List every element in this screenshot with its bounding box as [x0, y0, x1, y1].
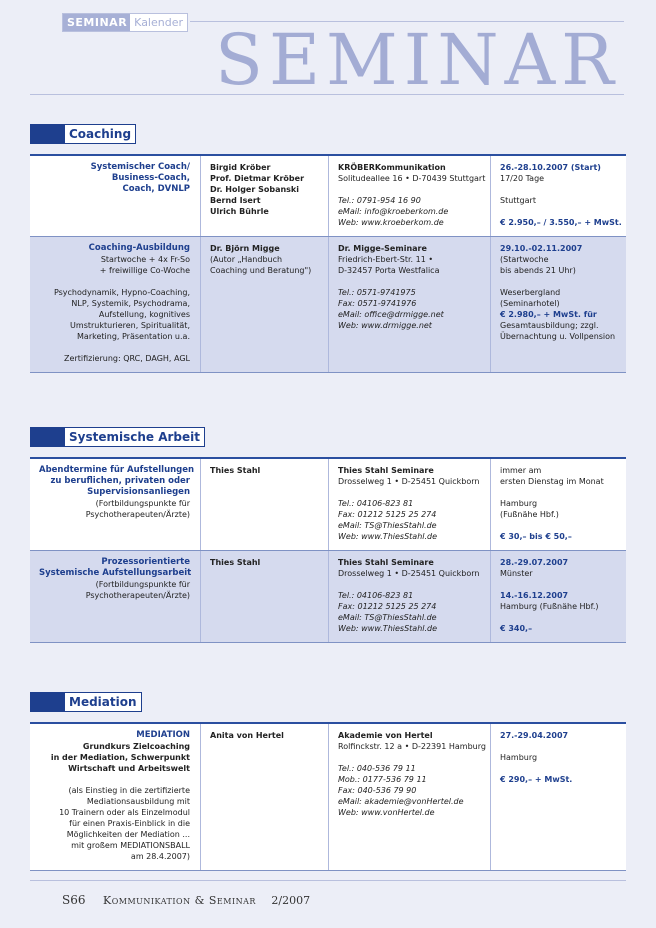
text-line: eMail: TS@ThiesStahl.de [338, 521, 437, 530]
provider-cell [328, 156, 490, 236]
section-title-label: Mediation [64, 692, 142, 712]
text-line: Thies Stahl [210, 466, 261, 475]
provider-cell [328, 459, 490, 550]
text-line: (als Einstieg in die zertifizierte [68, 786, 190, 795]
text-line: € 2.950,– / 3.550,– + MwSt. [500, 218, 622, 227]
text-line: Weserbergland [500, 288, 561, 297]
text-line: Thies Stahl [210, 558, 261, 567]
text-line: 28.-29.07.2007 [500, 558, 569, 567]
text-line: Startwoche + 4x Fr-So [100, 255, 190, 264]
text-line: Mediationsausbildung mit [86, 797, 190, 806]
header-rule-bottom [30, 94, 624, 95]
spacer [500, 741, 620, 752]
text-line: € 290,– + MwSt. [500, 775, 573, 784]
text-line: Psychotherapeuten/Ärzte) [85, 510, 190, 519]
text-line: Coaching und Beratung") [210, 266, 312, 275]
text-line: Fax: 0571-9741976 [338, 299, 417, 308]
provider-cell [328, 724, 490, 870]
footer-rule [30, 880, 626, 881]
spacer [500, 184, 620, 195]
spacer [500, 763, 620, 774]
text-line: Friedrich-Ebert-Str. 11 • [338, 255, 434, 264]
provider-cell [328, 237, 490, 372]
text-line: Prozessorientierte [101, 557, 190, 567]
text-line: immer am [500, 466, 542, 475]
text-line: (Seminarhotel) [500, 299, 560, 308]
header-tag-bold: SEMINAR [63, 14, 130, 31]
section-title [30, 124, 626, 144]
text-line: D-32457 Porta Westfalica [338, 266, 440, 275]
text-line: KRÖBERKommunikation [338, 163, 446, 172]
text-line: Aufstellung, kognitives [98, 310, 190, 319]
text-line: eMail: office@drmigge.net [338, 310, 444, 319]
trainer-cell [200, 459, 328, 550]
text-line: (Fortbildungspunkte für [95, 580, 190, 589]
seminar-row [30, 459, 626, 551]
section-marker [30, 124, 64, 144]
text-line: Tel.: 04106-823 81 [338, 499, 414, 508]
text-line: + freiwillige Co-Woche [99, 266, 190, 275]
text-line: Zertifizierung: QRC, DAGH, AGL [64, 354, 190, 363]
text-line: eMail: akademie@vonHertel.de [338, 797, 464, 806]
text-line: Dr. Holger Sobanski [210, 185, 299, 194]
seminar-row [30, 237, 626, 373]
text-line: Mob.: 0177-536 79 11 [338, 775, 427, 784]
text-line: Fax: 040-536 79 90 [338, 786, 417, 795]
issue-number: 2/2007 [271, 894, 311, 907]
text-line: Business-Coach, [111, 173, 190, 183]
date-price-cell [490, 459, 626, 550]
text-line: Birgid Kröber [210, 163, 271, 172]
spacer [500, 612, 620, 623]
text-line: € 340,– [500, 624, 533, 633]
spacer [338, 487, 484, 498]
text-line: Web: www.ThiesStahl.de [338, 624, 438, 633]
seminar-row [30, 551, 626, 643]
section-title [30, 427, 626, 447]
text-line: Grundkurs Zielcoaching [82, 742, 190, 751]
spacer [39, 774, 190, 785]
text-line: Rolfinckstr. 12 a • D-22391 Hamburg [338, 742, 486, 751]
text-line: 26.-28.10.2007 (Start) [500, 163, 601, 172]
seminar-title-cell [30, 459, 200, 550]
date-price-cell [490, 156, 626, 236]
text-line: Münster [500, 569, 533, 578]
spacer [338, 579, 484, 590]
spacer [500, 487, 620, 498]
text-line: Web: www.drmigge.net [338, 321, 432, 330]
trainer-cell [200, 237, 328, 372]
text-line: Psychodynamik, Hypno-Coaching, [53, 288, 190, 297]
spacer [39, 276, 190, 287]
spacer [338, 184, 484, 195]
text-line: Stuttgart [500, 196, 536, 205]
text-line: zu beruflichen, privaten oder [50, 476, 190, 486]
text-line: bis abends 21 Uhr) [500, 266, 576, 275]
text-line: Hamburg [500, 499, 538, 508]
section-systemische-arbeit [30, 427, 626, 643]
text-line: Solitudeallee 16 • D-70439 Stuttgart [338, 174, 486, 183]
text-line: MEDIATION [136, 730, 190, 740]
text-line: Gesamtausbildung; zzgl. [500, 321, 599, 330]
text-line: Umstrukturieren, Spiritualität, [70, 321, 190, 330]
text-line: Abendtermine für Aufstellungen [39, 465, 195, 475]
text-line: Drosselweg 1 • D-25451 Quickborn [338, 477, 480, 486]
text-line: € 30,– bis € 50,– [500, 532, 572, 541]
section-mediation [30, 692, 626, 871]
date-price-cell [490, 724, 626, 870]
spacer [500, 520, 620, 531]
provider-cell [328, 551, 490, 642]
trainer-cell [200, 724, 328, 870]
header-tag [62, 13, 188, 32]
text-line: 14.-16.12.2007 [500, 591, 569, 600]
text-line: Coaching-Ausbildung [88, 243, 190, 253]
trainer-cell [200, 156, 328, 236]
seminar-title-cell [30, 156, 200, 236]
text-line: Web: www.kroeberkom.de [338, 218, 444, 227]
text-line: 29.10.-02.11.2007 [500, 244, 583, 253]
text-line: Ulrich Bührle [210, 207, 269, 216]
text-line: Wirtschaft und Arbeitswelt [68, 764, 190, 773]
date-price-cell [490, 551, 626, 642]
seminar-row [30, 156, 626, 237]
spacer [39, 342, 190, 353]
text-line: eMail: info@kroeberkom.de [338, 207, 449, 216]
text-line: Web: www.vonHertel.de [338, 808, 435, 817]
text-line: Coach, DVNLP [122, 184, 190, 194]
text-line: in der Mediation, Schwerpunkt [50, 753, 190, 762]
text-line: Dr. Björn Migge [210, 244, 280, 253]
text-line: (Fußnähe Hbf.) [500, 510, 559, 519]
text-line: Dr. Migge-Seminare [338, 244, 427, 253]
text-line: Tel.: 0571-9741975 [338, 288, 416, 297]
text-line: am 28.4.2007) [130, 852, 190, 861]
text-line: Web: www.ThiesStahl.de [338, 532, 438, 541]
text-line: Bernd Isert [210, 196, 261, 205]
section-marker [30, 692, 64, 712]
text-line: NLP, Systemik, Psychodrama, [71, 299, 190, 308]
page-title: SEMINAR [215, 19, 620, 101]
text-line: Übernachtung u. Vollpension [500, 332, 616, 341]
text-line: (Autor „Handbuch [210, 255, 283, 264]
publication-name: Kommunikation & Seminar [103, 894, 256, 907]
text-line: 10 Trainern oder als Einzelmodul [59, 808, 190, 817]
spacer [500, 276, 620, 287]
text-line: Hamburg (Fußnähe Hbf.) [500, 602, 599, 611]
section-title [30, 692, 626, 712]
spacer [500, 579, 620, 590]
spacer [338, 276, 484, 287]
section-title-label: Systemische Arbeit [64, 427, 205, 447]
text-line: Tel.: 040-536 79 11 [338, 764, 416, 773]
spacer [338, 752, 484, 763]
text-line: Prof. Dietmar Kröber [210, 174, 305, 183]
text-line: Drosselweg 1 • D-25451 Quickborn [338, 569, 480, 578]
section-title-label: Coaching [64, 124, 136, 144]
header-tag-light: Kalender [130, 14, 187, 31]
text-line: Systemische Aufstellungsarbeit [39, 568, 192, 578]
text-line: (Startwoche [500, 255, 549, 264]
text-line: ersten Dienstag im Monat [500, 477, 604, 486]
text-line: Psychotherapeuten/Ärzte) [85, 591, 190, 600]
spacer [500, 206, 620, 217]
seminar-row [30, 724, 626, 871]
page-number: S66 [62, 893, 86, 907]
text-line: Systemischer Coach/ [90, 162, 190, 172]
text-line: (Fortbildungspunkte für [95, 499, 190, 508]
text-line: für einen Praxis-Einblick in die [69, 819, 190, 828]
text-line: Tel.: 0791-954 16 90 [338, 196, 421, 205]
text-line: 27.-29.04.2007 [500, 731, 569, 740]
text-line: Marketing, Präsentation u.a. [77, 332, 190, 341]
text-line: eMail: TS@ThiesStahl.de [338, 613, 437, 622]
text-line: mit großem MEDIATIONSBALL [71, 841, 190, 850]
date-price-cell [490, 237, 626, 372]
seminar-title-cell [30, 237, 200, 372]
text-line: € 2.980,– + MwSt. für [500, 310, 597, 319]
text-line: Tel.: 04106-823 81 [338, 591, 414, 600]
text-line: Hamburg [500, 753, 538, 762]
trainer-cell [200, 551, 328, 642]
text-line: 17/20 Tage [500, 174, 545, 183]
section-marker [30, 427, 64, 447]
text-line: Thies Stahl Seminare [338, 558, 434, 567]
seminar-title-cell [30, 551, 200, 642]
text-line: Fax: 01212 5125 25 274 [338, 510, 437, 519]
text-line: Fax: 01212 5125 25 274 [338, 602, 437, 611]
text-line: Anita von Hertel [210, 731, 284, 740]
text-line: Thies Stahl Seminare [338, 466, 434, 475]
text-line: Akademie von Hertel [338, 731, 433, 740]
seminar-title-cell [30, 724, 200, 870]
text-line: Supervisionsanliegen [87, 487, 190, 497]
section-coaching [30, 124, 626, 373]
text-line: Möglichkeiten der Mediation ... [66, 830, 190, 839]
footer [62, 893, 310, 907]
